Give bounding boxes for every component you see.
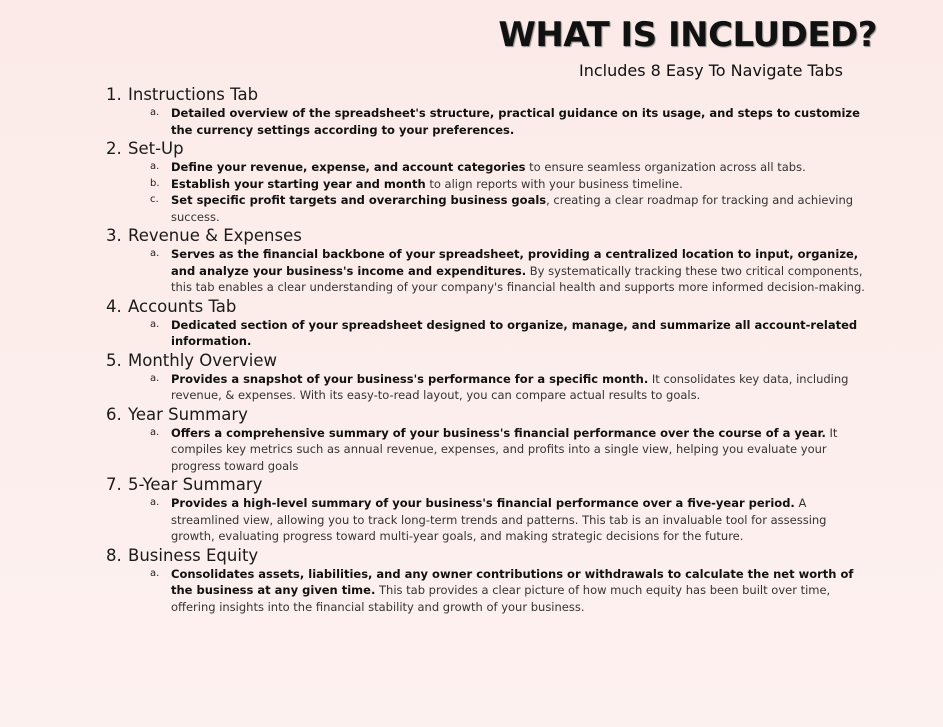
sub-item-bold-text: Establish your starting year and month	[171, 176, 426, 191]
tabs-list	[106, 84, 866, 615]
section-title: Instructions Tab	[128, 85, 259, 104]
section-title: Set-Up	[128, 139, 184, 158]
sub-item-text: This tab provides a clear picture of how much equity has been built over time, offering insights into the financial stability and growth of your business.	[171, 583, 831, 614]
sub-item-marker: a.	[150, 372, 160, 384]
sub-item-text: It compiles key metrics such as annual revenue, expenses, and profits into a single view, helping you evaluate your progress toward goals	[171, 425, 838, 473]
section-sublist	[106, 425, 866, 475]
section-heading	[106, 226, 866, 246]
section-heading	[106, 85, 866, 105]
section-title: 5-Year Summary	[128, 475, 263, 494]
section-sublist	[106, 159, 866, 225]
sub-item-marker: a.	[150, 248, 160, 259]
sub-item-marker: a.	[150, 107, 160, 118]
sub-item	[150, 371, 866, 404]
page-subtitle: Includes 8 Easy To Navigate Tabs	[579, 61, 843, 80]
section-item	[106, 351, 866, 404]
section-item	[106, 226, 866, 296]
section-heading	[106, 297, 866, 317]
sub-item-text: It consolidates key data, including revenue, & expenses. With its easy-to-read layout, you can compare actual results to goals.	[171, 371, 849, 402]
section-number: 2.	[106, 139, 122, 158]
sub-item-text: to ensure seamless organization across all tabs.	[525, 160, 806, 174]
sub-item-marker: a.	[150, 161, 160, 172]
section-heading	[106, 546, 866, 566]
section-title: Year Summary	[128, 404, 248, 424]
sub-item-text: By systematically tracking these two critical components, this tab enables a clear understanding of your company's financial health and supports more informed decision-making.	[171, 263, 865, 294]
section-number: 1.	[106, 85, 122, 104]
section-sublist	[106, 495, 866, 545]
section-item	[106, 475, 866, 545]
sub-item	[150, 495, 866, 545]
section-number: 3.	[106, 226, 122, 245]
sub-item-marker: b.	[150, 177, 160, 189]
sub-item-text: , creating a clear roadmap for tracking and achieving success.	[171, 193, 854, 224]
sub-item-bold-text: Provides a snapshot of your business's performance for a specific month.	[171, 371, 649, 386]
section-sublist	[106, 246, 866, 296]
sub-item	[150, 176, 866, 193]
sub-item-bold-text: Detailed overview of the spreadsheet's structure, practical guidance on its usage, and steps to customize the currency settings according to your preferences.	[171, 106, 860, 137]
section-item	[106, 405, 866, 475]
sub-item-text: to align reports with your business timeline.	[425, 176, 683, 191]
sub-item-marker: a.	[150, 497, 160, 508]
section-title: Monthly Overview	[128, 350, 277, 370]
section-number: 7.	[106, 475, 122, 494]
section-heading	[106, 351, 866, 371]
sub-item-bold-text: Define your revenue, expense, and account categories	[171, 160, 526, 174]
sub-item-bold-text: Offers a comprehensive summary of your business's financial performance over the course of a year.	[171, 425, 826, 440]
section-sublist	[106, 566, 866, 616]
sub-item-bold-text: Set specific profit targets and overarching business goals	[171, 193, 547, 207]
sub-item-marker: a.	[150, 567, 160, 579]
section-sublist	[106, 371, 866, 404]
section-heading	[106, 405, 866, 425]
sub-item-marker: a.	[150, 318, 160, 330]
section-sublist	[106, 105, 866, 138]
sub-item-bold-text: Serves as the financial backbone of your spreadsheet, providing a centralized location to input, organize, and analyze your business's income and expenditures.	[171, 247, 859, 278]
section-number: 6.	[106, 404, 122, 424]
sub-item-text: A streamlined view, allowing you to track long-term trends and patterns. This tab is an invaluable tool for assessing growth, evaluating progress toward multi-year goals, and making strategic decisions for the future.	[171, 496, 827, 543]
sub-item	[150, 192, 866, 225]
sub-item-marker: a.	[150, 426, 160, 438]
sub-item-bold-text: Consolidates assets, liabilities, and any owner contributions or withdrawals to calculate the net worth of the business at any given time.	[171, 566, 854, 597]
sub-item-marker: c.	[150, 194, 159, 205]
section-heading	[106, 475, 866, 495]
sub-item	[150, 566, 866, 616]
sub-item-bold-text: Provides a high-level summary of your business's financial performance over a five-year period.	[171, 496, 795, 510]
section-sublist	[106, 317, 866, 350]
section-title: Accounts Tab	[128, 296, 237, 316]
section-number: 8.	[106, 545, 122, 565]
sub-item	[150, 317, 866, 350]
section-heading	[106, 139, 866, 159]
section-item	[106, 297, 866, 350]
sub-item	[150, 159, 866, 176]
section-item	[106, 85, 866, 138]
section-item	[106, 139, 866, 225]
sub-item-bold-text: Dedicated section of your spreadsheet designed to organize, manage, and summarize all account-related information.	[171, 317, 858, 348]
page-title: WHAT IS INCLUDED?	[498, 15, 877, 55]
section-number: 4.	[106, 296, 122, 316]
section-number: 5.	[106, 350, 122, 370]
section-item	[106, 546, 866, 616]
sub-item	[150, 246, 866, 296]
section-title: Business Equity	[128, 545, 259, 565]
sub-item	[150, 105, 866, 138]
section-title: Revenue & Expenses	[128, 226, 302, 245]
sub-item	[150, 425, 866, 475]
